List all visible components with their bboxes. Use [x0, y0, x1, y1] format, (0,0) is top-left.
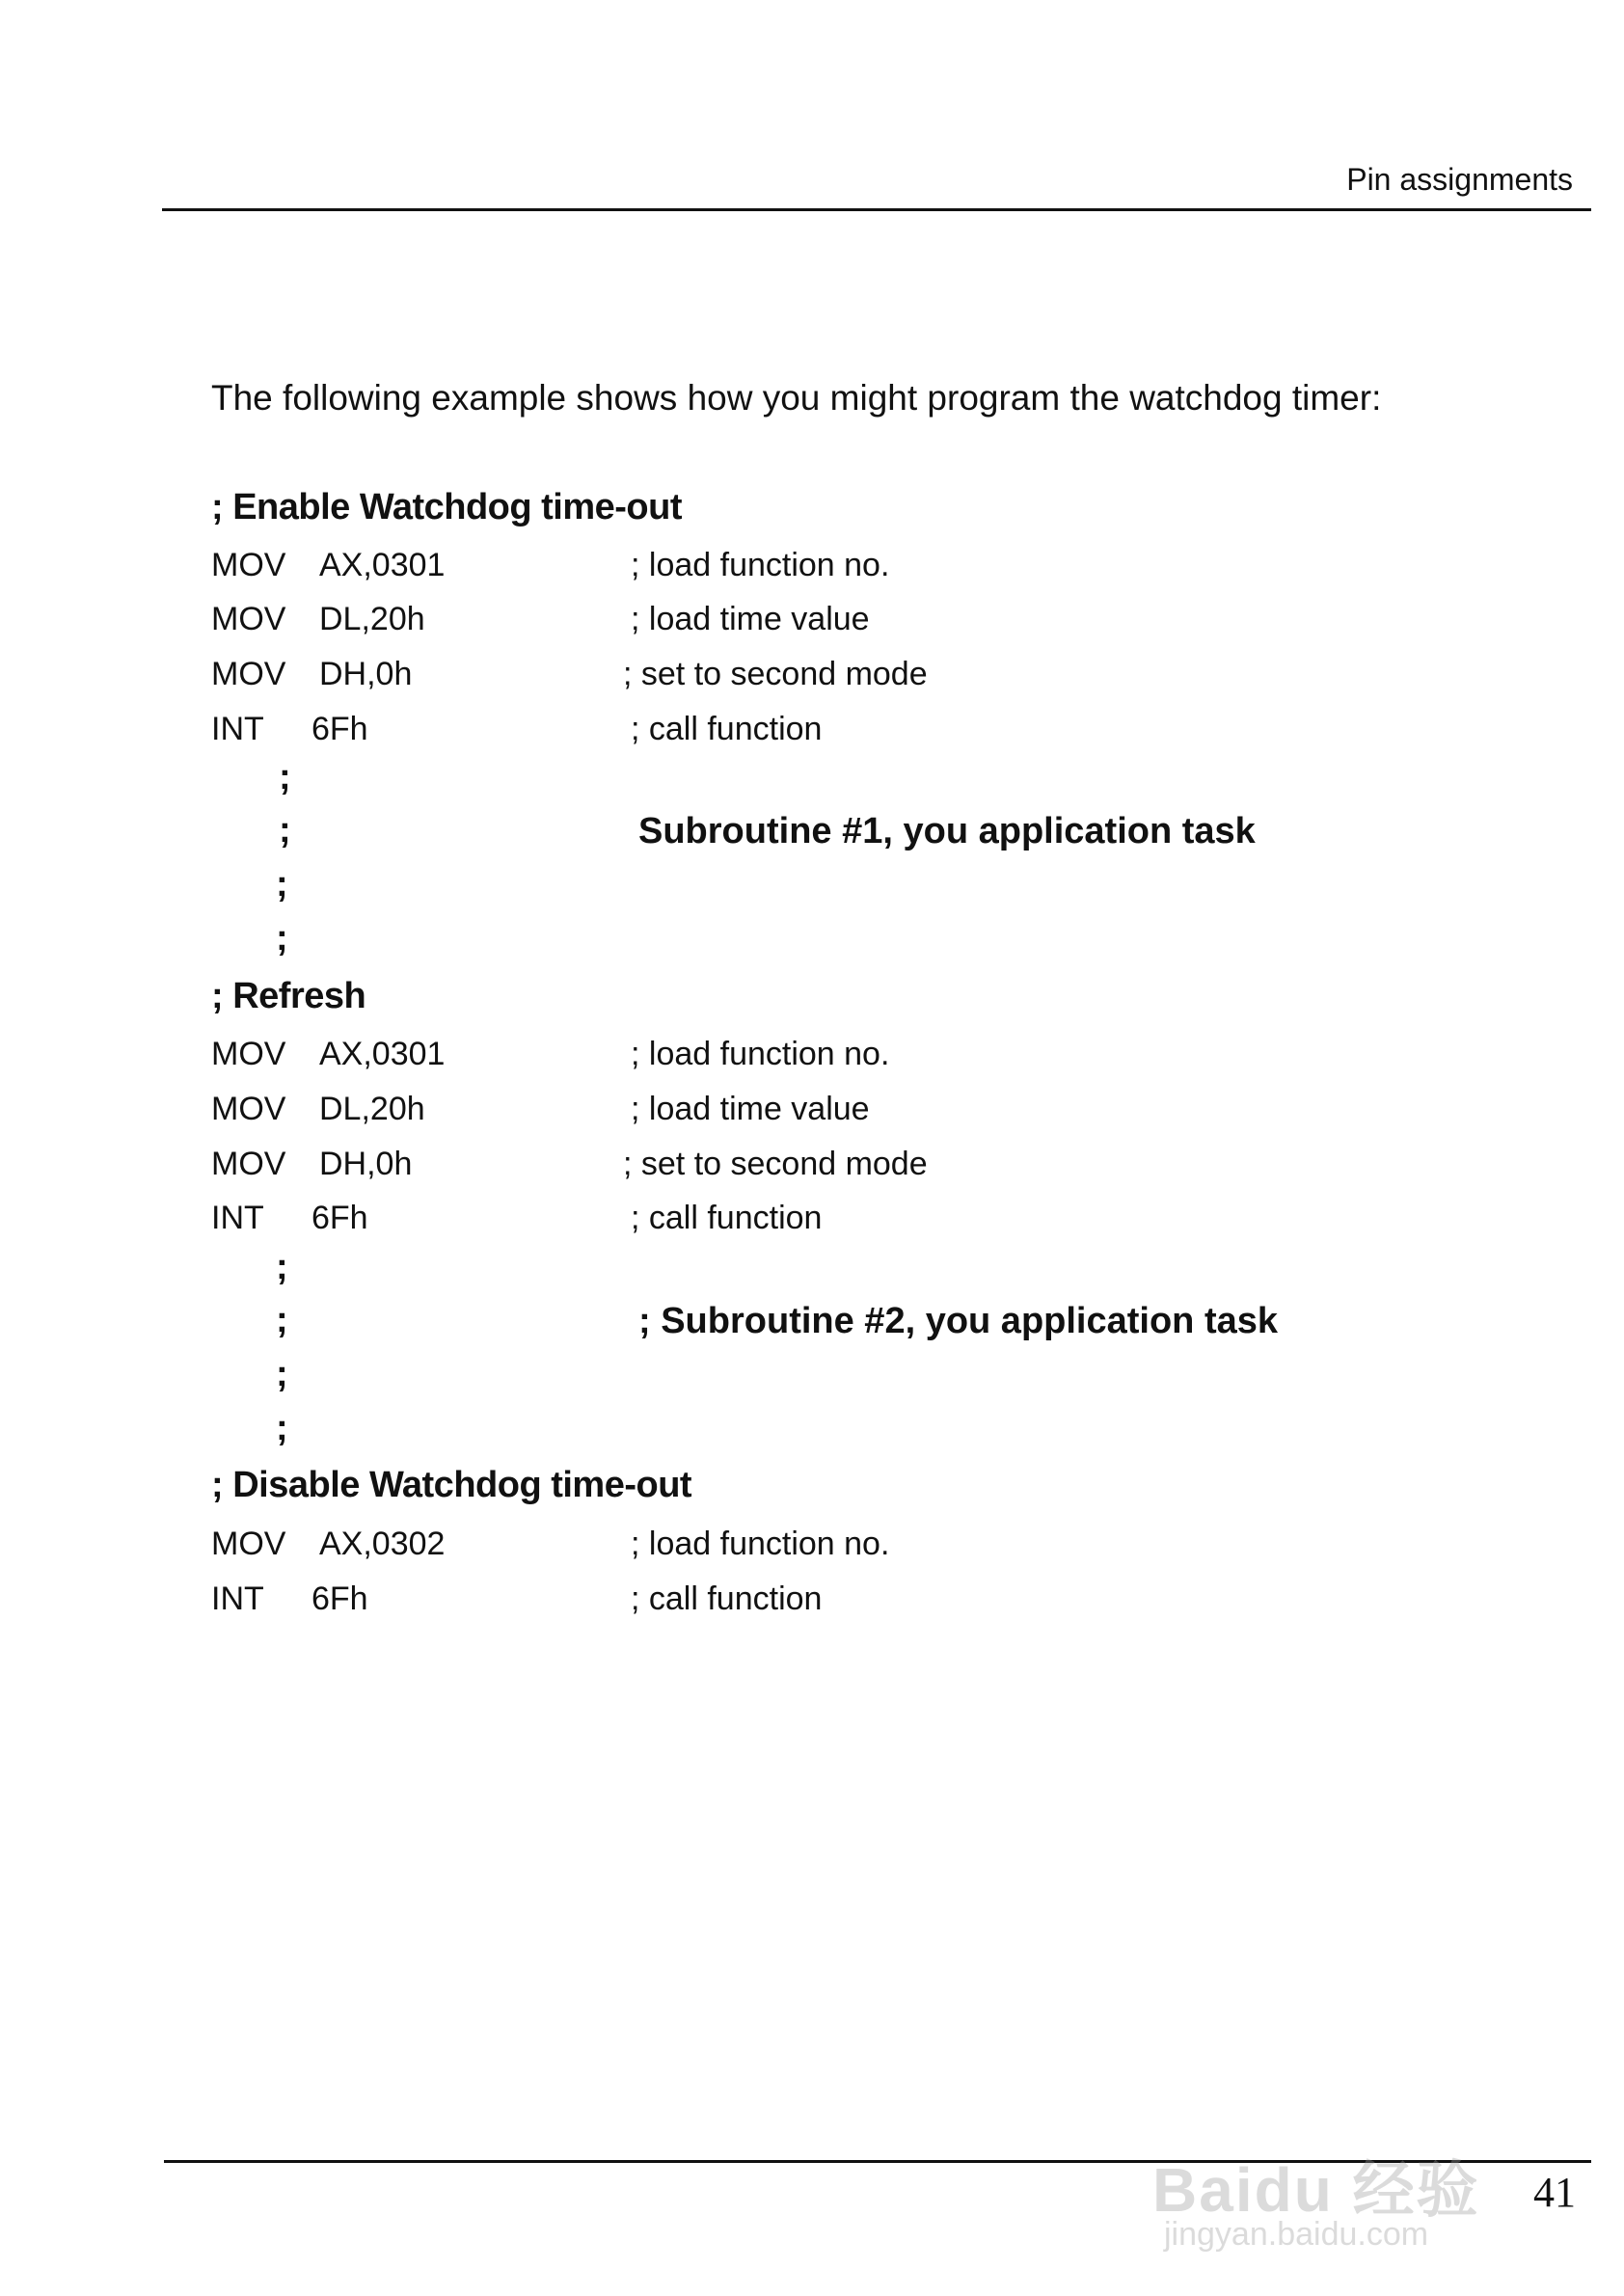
code-comment: ; call function — [631, 711, 823, 747]
code-op: MOV — [211, 601, 286, 637]
ellipsis-semicolon: ; — [279, 810, 291, 851]
code-op: MOV — [211, 1526, 286, 1562]
code-comment: ; load time value — [631, 1091, 870, 1127]
code-arg: 6Fh — [311, 711, 368, 747]
code-op: INT — [211, 1200, 264, 1236]
watermark-logo: Baidu 经验 — [1152, 2155, 1480, 2225]
code-arg: 6Fh — [311, 1580, 368, 1617]
code-arg: DL,20h — [319, 601, 425, 637]
watermark-url: jingyan.baidu.com — [1164, 2216, 1429, 2253]
code-comment: ; load time value — [631, 601, 870, 637]
code-comment: ; load function no. — [631, 1526, 890, 1562]
ellipsis-semicolon: ; — [279, 757, 291, 797]
code-line — [211, 711, 823, 748]
code-arg: 6Fh — [311, 1200, 368, 1236]
code-line — [211, 1091, 870, 1128]
code-arg: DH,0h — [319, 1146, 413, 1182]
subroutine-1-task: Subroutine #1, you application task — [638, 811, 1256, 851]
code-arg: DH,0h — [319, 656, 413, 692]
ellipsis-semicolon: ; — [276, 1300, 288, 1340]
ellipsis-semicolon: ; — [276, 1354, 288, 1394]
code-line — [211, 1200, 823, 1237]
header-rule — [162, 208, 1591, 211]
code-op: MOV — [211, 1091, 286, 1127]
ellipsis-semicolon: ; — [276, 864, 288, 905]
section-title: Pin assignments — [1346, 162, 1573, 197]
code-comment: ; load function no. — [631, 547, 890, 583]
code-line — [211, 1036, 890, 1073]
refresh-heading: ; Refresh — [211, 976, 366, 1016]
code-op: MOV — [211, 1036, 286, 1072]
code-comment: ; set to second mode — [623, 656, 928, 692]
disable-heading: ; Disable Watchdog time-out — [211, 1465, 692, 1505]
code-line — [211, 656, 928, 693]
code-arg: DL,20h — [319, 1091, 425, 1127]
code-op: MOV — [211, 547, 286, 583]
code-line — [211, 1580, 823, 1618]
ellipsis-semicolon: ; — [276, 1247, 288, 1287]
enable-heading: ; Enable Watchdog time-out — [211, 487, 683, 527]
code-arg: AX,0302 — [319, 1526, 446, 1562]
ellipsis-semicolon: ; — [276, 918, 288, 959]
code-line — [211, 547, 890, 584]
code-line — [211, 601, 870, 638]
code-op: INT — [211, 711, 264, 747]
code-op: INT — [211, 1580, 264, 1617]
page-number: 41 — [1533, 2169, 1576, 2216]
code-line — [211, 1526, 890, 1563]
code-op: MOV — [211, 1146, 286, 1182]
intro-paragraph: The following example shows how you might program the watchdog timer: — [211, 378, 1382, 418]
code-comment: ; call function — [631, 1580, 823, 1617]
code-arg: AX,0301 — [319, 547, 446, 583]
code-comment: ; load function no. — [631, 1036, 890, 1072]
code-line — [211, 1146, 928, 1183]
code-comment: ; set to second mode — [623, 1146, 928, 1182]
ellipsis-semicolon: ; — [276, 1408, 288, 1448]
code-arg: AX,0301 — [319, 1036, 446, 1072]
code-comment: ; call function — [631, 1200, 823, 1236]
code-op: MOV — [211, 656, 286, 692]
subroutine-2-task: ; Subroutine #2, you application task — [638, 1301, 1278, 1341]
watermark — [1152, 2102, 1557, 2253]
